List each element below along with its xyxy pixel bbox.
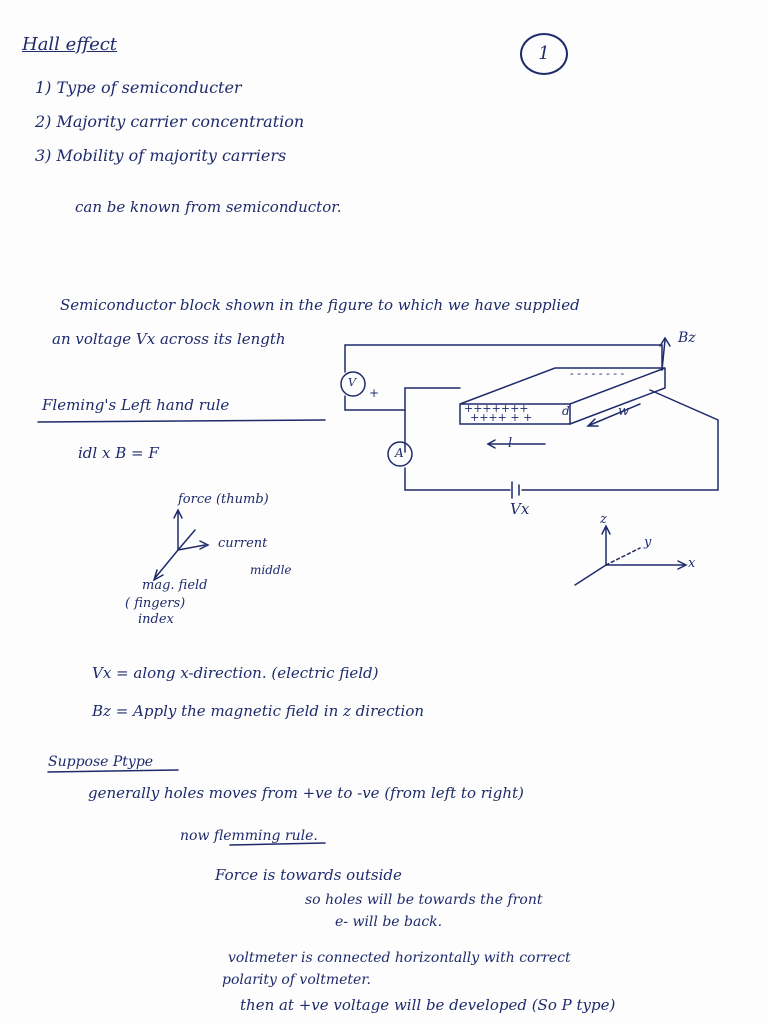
note-then: then at +ve voltage will be developed (So P type) [240,996,616,1014]
voltmeter-plus: + [369,386,380,400]
note-vx: Vx = along x-direction. (electric field) [92,664,379,682]
note-holes-front: so holes will be towards the front [305,892,543,908]
list-item-1: 1) Type of semiconducter [35,78,242,97]
y-axis [606,548,640,565]
index-label: index [138,612,174,627]
fleming-heading: Fleming's Left hand rule [42,396,230,414]
z-axis-label: z [600,512,607,527]
charges-top: +++++++ [464,402,529,415]
note-force: Force is towards outside [215,866,402,884]
middle-label: middle [250,563,292,577]
length-label: l [508,436,513,451]
voltmeter-label: V [348,376,356,389]
fingers-label: ( fingers) [125,596,186,611]
note-voltmeter-2: polarity of voltmeter. [222,972,371,988]
block-top [460,368,665,404]
field-axis [155,550,178,578]
list-suffix: can be known from semiconductor. [75,198,342,216]
note-holes: generally holes moves from +ve to -ve (from left to right) [88,784,524,802]
note-electrons: e- will be back. [335,914,443,930]
list-item-3: 3) Mobility of majority carriers [35,146,287,165]
x-axis-back [575,565,606,585]
note-now: now flemming rule. [180,828,318,844]
x-axis-label: x [688,556,696,571]
suppose-underline [48,770,178,772]
page-number: 1 [520,33,568,75]
width-label: w [618,404,630,419]
intro-line-1: Semiconductor block shown in the figure to which we have supplied [60,296,580,314]
vx-label: Vx [510,500,530,518]
ammeter-label: A [395,446,404,460]
note-bz: Bz = Apply the magnetic field in z direction [92,702,425,720]
note-suppose: Suppose Ptype [48,754,154,770]
thickness-label: d [562,404,570,418]
fleming-underline [38,420,325,422]
page-title: Hall effect [22,34,118,55]
note-voltmeter-1: voltmeter is connected horizontally with correct [228,950,571,966]
y-axis-label: y [644,535,652,550]
wire-bottom-left [405,468,510,490]
minus-row: - - - - - - - - [570,367,625,380]
bz-label: Bz [678,330,696,346]
fleming-equation: idl x B = F [78,444,159,462]
charges-bottom: ++++ + + [470,411,533,424]
list-item-2: 2) Majority carrier concentration [35,112,305,131]
force-label: force (thumb) [178,492,269,507]
current-label: current [218,536,268,551]
intro-line-2: an voltage Vx across its length [52,330,286,348]
mag-field-label: mag. field [142,578,208,593]
